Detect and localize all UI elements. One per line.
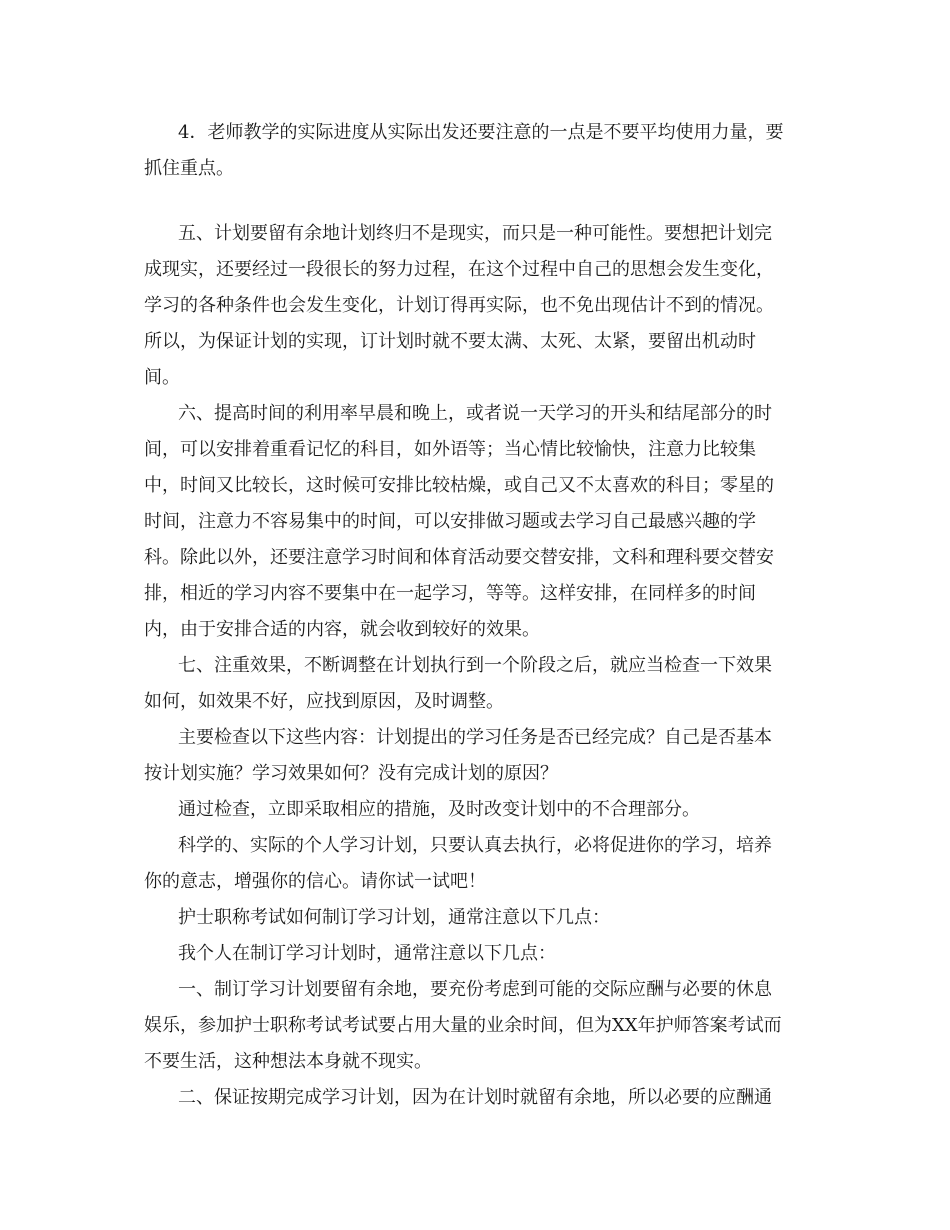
text-line: 六、提高时间的利用率早晨和晚上，或者说一天学习的开头和结尾部分的时 xyxy=(178,403,772,424)
text-line: 一、制订学习计划要留有余地，要充份考虑到可能的交际应酬与必要的休息 xyxy=(178,979,772,1000)
text-line: 科。除此以外，还要注意学习时间和体育活动要交替安排，文科和理科要交替安 xyxy=(144,547,774,568)
text-line: 五、计划要留有余地计划终归不是现实，而只是一种可能性。要想把计划完 xyxy=(178,223,772,244)
text-line: 成现实，还要经过一段很长的努力过程，在这个过程中自己的思想会发生变化， xyxy=(144,259,774,280)
text-line: 你的意志，增强你的信心。请你试一试吧！ xyxy=(144,871,486,892)
text-line: 二、保证按期完成学习计划，因为在计划时就留有余地，所以必要的应酬通 xyxy=(178,1087,772,1108)
text-line: 间。 xyxy=(144,367,180,388)
text-line: 不要生活，这种想法本身就不现实。 xyxy=(144,1051,432,1072)
text-line: 所以，为保证计划的实现，订计划时就不要太满、太死、太紧，要留出机动时 xyxy=(144,331,756,352)
text-line: 间，可以安排着重看记忆的科目，如外语等；当心情比较愉快，注意力比较集 xyxy=(144,439,756,460)
text-line: 护士职称考试如何制订学习计划，通常注意以下几点： xyxy=(178,907,610,928)
text-line: 科学的、实际的个人学习计划，只要认真去执行，必将促进你的学习，培养 xyxy=(178,835,772,856)
text-line: 按计划实施？学习效果如何？没有完成计划的原因？ xyxy=(144,763,558,784)
text-line: 排，相近的学习内容不要集中在一起学习，等等。这样安排，在同样多的时间 xyxy=(144,583,756,604)
text-line: 如何，如效果不好，应找到原因，及时调整。 xyxy=(144,691,504,712)
text-line: 时间，注意力不容易集中的时间，可以安排做习题或去学习自己最感兴趣的学 xyxy=(144,511,756,532)
text-line: 抓住重点。 xyxy=(144,158,234,179)
text-line: 中，时间又比较长，这时候可安排比较枯燥，或自己又不太喜欢的科目；零星的 xyxy=(144,475,774,496)
text-line: 主要检查以下这些内容：计划提出的学习任务是否已经完成？自己是否基本 xyxy=(178,727,772,748)
text-line: 学习的各种条件也会发生变化，计划订得再实际，也不免出现估计不到的情况。 xyxy=(144,295,774,316)
text-line: 通过检查，立即采取相应的措施，及时改变计划中的不合理部分。 xyxy=(178,799,700,820)
text-line: 4．老师教学的实际进度从实际出发还要注意的一点是不要平均使用力量，要 xyxy=(178,122,784,143)
text-line: 娱乐，参加护士职称考试考试要占用大量的业余时间，但为XX年护师答案考试而 xyxy=(144,1015,782,1036)
text-line: 七、注重效果，不断调整在计划执行到一个阶段之后，就应当检查一下效果 xyxy=(178,655,772,676)
text-line: 我个人在制订学习计划时，通常注意以下几点： xyxy=(178,943,556,964)
text-line: 内，由于安排合适的内容，就会收到较好的效果。 xyxy=(144,619,540,640)
